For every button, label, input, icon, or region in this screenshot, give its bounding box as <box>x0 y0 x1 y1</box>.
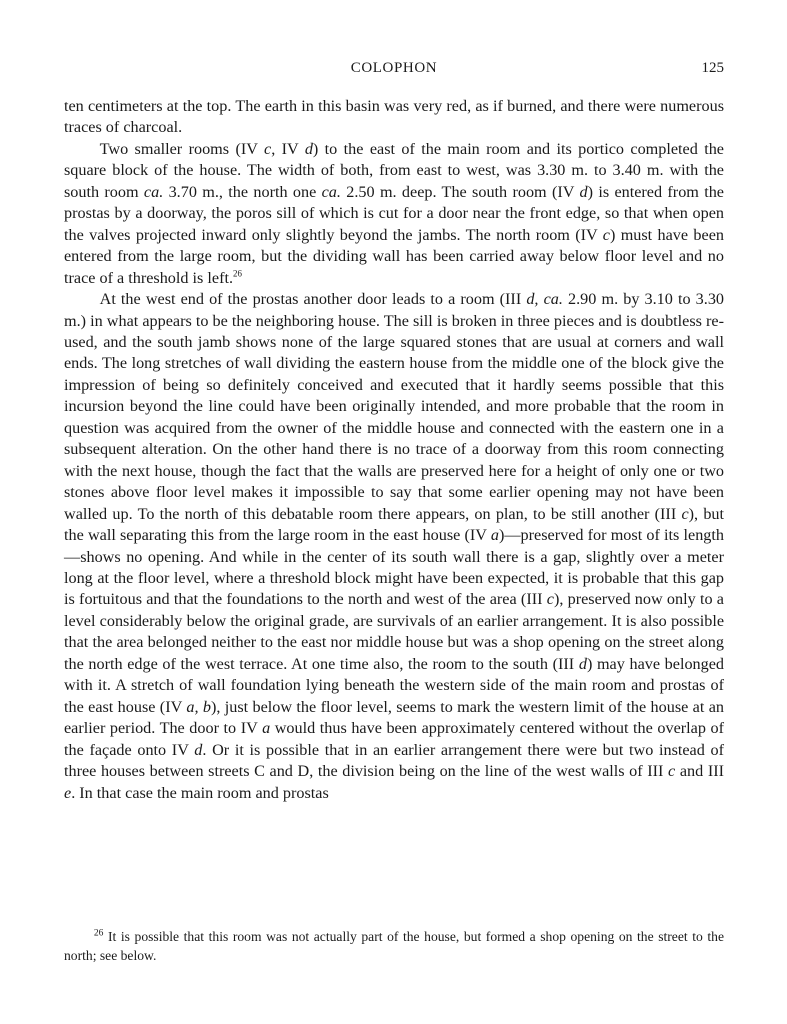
italic-run: c <box>264 139 272 158</box>
italic-run: c <box>681 504 689 523</box>
italic-run: e <box>64 783 72 802</box>
text-run: ), but the wall separating this from the large room in the east house (IV <box>64 504 725 545</box>
text-run: would thus have been approximately centered without the overlap of the façade onto IV <box>64 719 724 759</box>
italic-run: c <box>668 762 676 781</box>
italic-run: a, b <box>186 697 211 716</box>
body-text <box>64 96 724 804</box>
text-run: 2.50 m. deep. The south room (IV <box>340 182 580 201</box>
text-run: ) may have belonged with it. A stretch of wall foundation lying beneath the western side of the main room and prostas of the east house (IV <box>64 654 725 716</box>
footnotes <box>64 928 724 965</box>
running-head <box>64 60 724 84</box>
italic-run: d <box>579 182 588 201</box>
footnote-text: It is possible that this room was not actually part of the house, but formed a shop opening on the street to the north; see below. <box>64 929 724 963</box>
text-run: )—preserved for most of its length—shows no opening. And while in the center of its south wall there is a gap, slightly over a meter long at the floor level, where a threshold block might have been expected, it is probable that this gap is fortuitous and that the foundations to the north and west of the area (III <box>64 526 724 609</box>
paragraph <box>64 96 724 139</box>
text-run: , IV <box>271 139 305 158</box>
paragraph <box>64 139 724 289</box>
italic-run: c <box>602 225 610 244</box>
italic-run: a <box>262 719 271 738</box>
italic-run: ca. <box>321 182 341 201</box>
footnote-ref: 26 <box>233 268 242 279</box>
text-run: . In that case the main room and prostas <box>71 783 329 802</box>
text-run: 3.70 m., the north one <box>163 182 322 201</box>
running-title: COLOPHON <box>350 60 438 76</box>
italic-run: ca. <box>143 182 164 201</box>
italic-run: c <box>546 590 554 609</box>
text-run: 2.90 m. by 3.10 to 3.30 m.) in what appears to be the neighboring house. The sill is broken in three pieces and is doubtless re-used, and the south jamb shows none of the large squared stones that are usual at corners and wall ends. The long stretches of wall dividing the eastern house from the middle one of the block give the impression of being so definitely conceived and executed that it hardly seems possible that this incursion beyond the line could have been originally intended, and more probable that the room in question was acquired from the owner of the middle house and connected with the eastern one in a subsequent alteration. On the other hand there is no trace of a doorway from this room connecting with the next house, though the fact that the walls are preserved here for a height of only one or two stones above floor level makes it impossible to say that some earlier opening may not have been walled up. To the north of this debatable room there appears, on plan, to be still another (III <box>64 290 725 523</box>
italic-run: d <box>578 654 587 673</box>
text-run: ) to the east of the main room and its portico completed the square block of the house. The width of both, from east to west, was 3.30 m. to 3.40 m. with the south room <box>64 139 724 201</box>
page-number: 125 <box>701 60 724 76</box>
footnote <box>64 928 724 965</box>
text-run: ) must have been entered from the large room, but the dividing wall has been carried away below floor level and no trace of a threshold is left. <box>64 225 724 287</box>
text-run: ), just below the floor level, seems to mark the western limit of the house at an earlier period. The door to IV <box>64 697 725 738</box>
text-run: At the west end of the prostas another door leads to a room (III <box>99 290 527 309</box>
text-run: ), preserved now only to a level considerably below the original grade, are survivals of an earlier arrangement. It is also possible that the area belonged neither to the east nor middle house but was a shop opening on the street along the north edge of the west terrace. At one time also, the room to the south (III <box>64 590 724 673</box>
italic-run: d <box>194 740 203 759</box>
text-run: . Or it is possible that in an earlier arrangement there were but two instead of three houses between streets C and D, the division being on the line of the west walls of III <box>64 740 724 781</box>
text-run: Two smaller rooms (IV <box>99 139 265 158</box>
paragraph <box>64 289 724 804</box>
text-run: ) is entered from the prostas by a doorway, the poros sill of which is cut for a door near the front edge, so that when open the valves projected inward only slightly beyond the jambs. The north room (IV <box>64 182 724 244</box>
footnote-marker: 26 <box>93 928 104 939</box>
italic-run: d <box>304 139 313 158</box>
italic-run: d, ca. <box>526 290 563 309</box>
text-run: ten centimeters at the top. The earth in this basin was very red, as if burned, and there were numerous traces of charcoal. <box>64 97 724 137</box>
italic-run: a <box>490 526 499 545</box>
text-run: and III <box>675 762 724 781</box>
